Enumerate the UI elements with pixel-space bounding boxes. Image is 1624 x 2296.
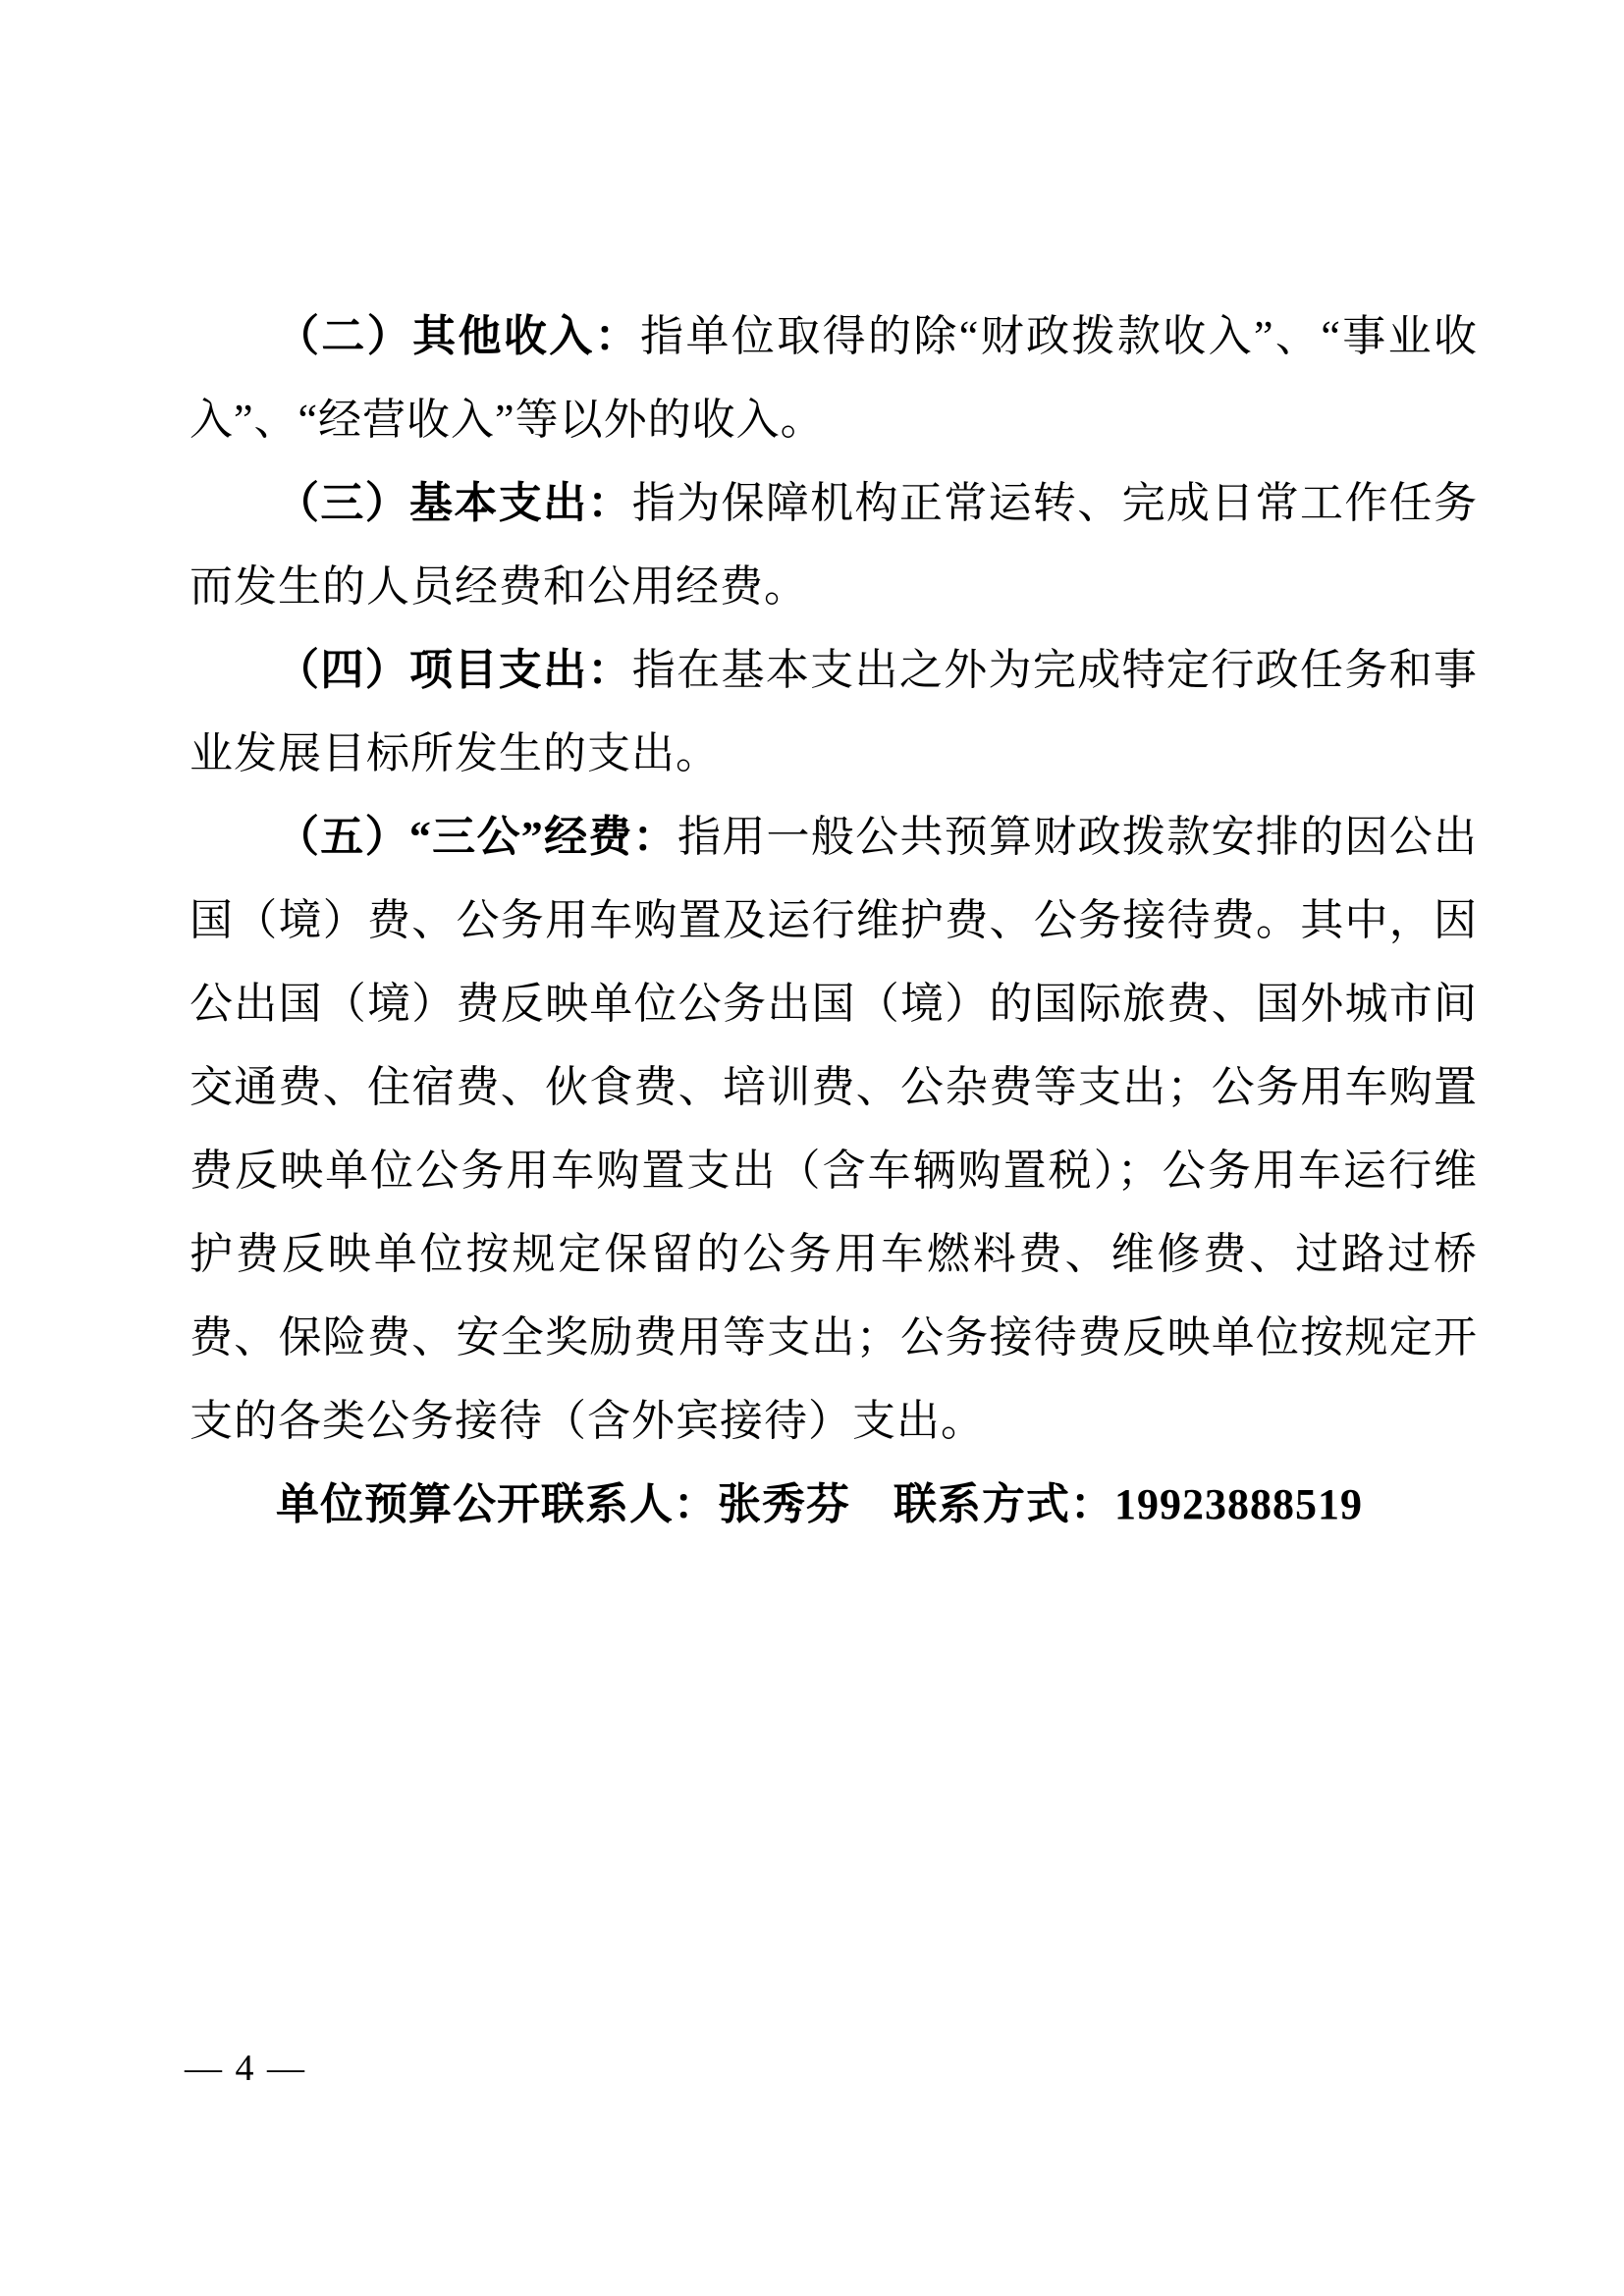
para-basic-expenditure-body: 指为保障机构正常运转、完成日常工作任务而发生的人员经费和公用经费。 [189, 479, 1479, 611]
page-footer [185, 2048, 306, 2089]
para-other-income [189, 294, 1478, 461]
para-other-income-body: 指单位取得的除“财政拨款收入”、“事业收入”、“经营收入”等以外的收入。 [189, 312, 1479, 444]
para-project-expenditure-body: 指在基本支出之外为完成特定行政任务和事业发展目标所发生的支出。 [189, 646, 1479, 777]
para-project-expenditure [189, 628, 1478, 795]
contact-line [189, 1463, 1478, 1546]
para-three-public-funds [189, 795, 1478, 1463]
document-body [189, 294, 1478, 1546]
page-number: — 4 — [185, 2048, 306, 2089]
para-basic-expenditure-heading: （三）基本支出： [276, 479, 632, 527]
contact-person-label: 单位预算公开联系人： [276, 1480, 718, 1528]
para-three-public-funds-body: 指用一般公共预算财政拨款安排的因公出国（境）费、公务用车购置及运行维护费、公务接待费。其中，因公出国（境）费反映单位公务出国（境）的国际旅费、国外城市间交通费、住宿费、伙食费、培训费、公杂费等支出；公务用车购置费反映单位公务用车购置支出（含车辆购置税）；公务用车运行维护费反映单位按规定保留的公务用车燃料费、维修费、过路过桥费、保险费、安全奖励费用等支出；公务接待费反映单位按规定开支的各类公务接待（含外宾接待）支出。 [189, 813, 1479, 1445]
para-basic-expenditure [189, 461, 1478, 628]
contact-person-name: 张秀芬 [718, 1480, 850, 1528]
contact-phone-number: 19923888519 [1114, 1480, 1363, 1528]
para-project-expenditure-heading: （四）项目支出： [276, 646, 632, 694]
para-other-income-heading: （二）其他收入： [276, 312, 641, 360]
contact-method-label: 联系方式： [893, 1480, 1114, 1528]
para-three-public-funds-heading: （五）“三公”经费： [276, 813, 677, 861]
